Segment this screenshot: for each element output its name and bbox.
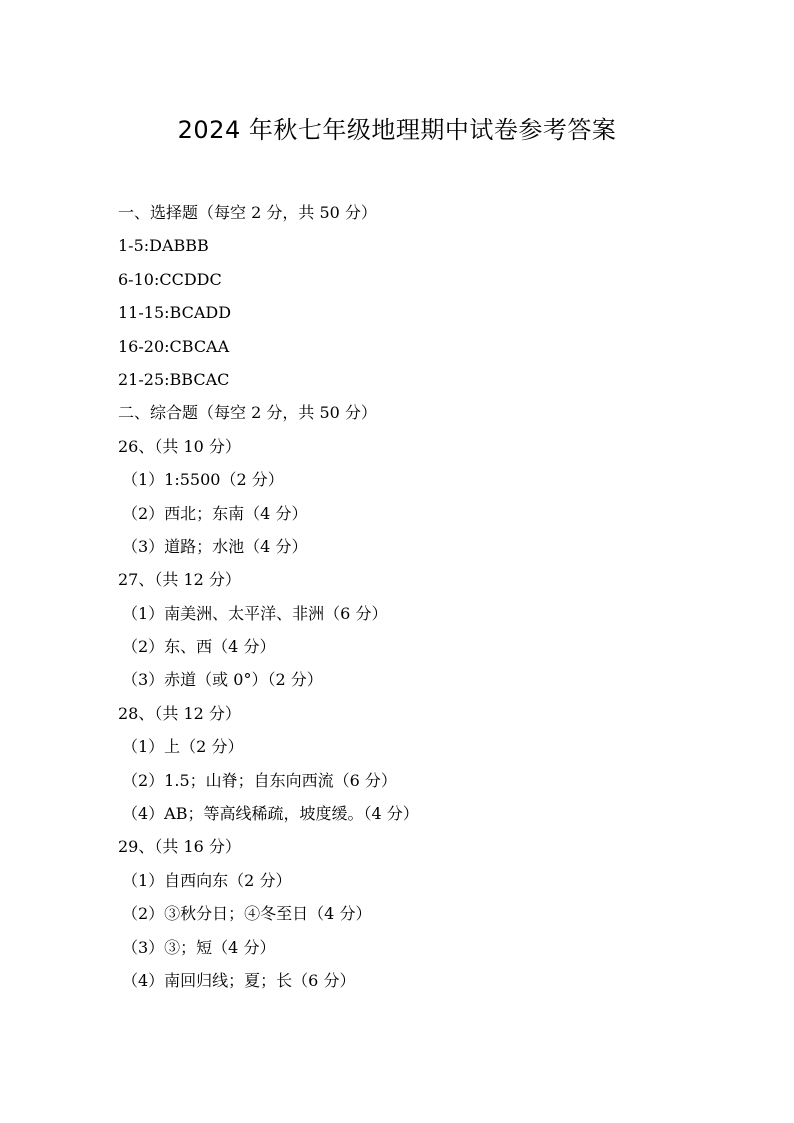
answer-line: （1）自西向东（2 分） <box>122 870 292 890</box>
answer-line: 21-25:BBCAC <box>118 369 230 389</box>
question-heading-29: 29、（共 16 分） <box>118 837 241 857</box>
section-heading-comprehensive: 二、综合题（每空 2 分，共 50 分） <box>118 403 377 423</box>
answer-line: （2）1.5；山脊；自东向西流（6 分） <box>122 770 397 790</box>
answer-line: （3）③；短（4 分） <box>122 937 276 957</box>
answer-line: （1）1:5500（2 分） <box>122 470 284 490</box>
answer-line: （2）西北；东南（4 分） <box>122 503 308 523</box>
section-heading-choice: 一、选择题（每空 2 分，共 50 分） <box>118 203 377 222</box>
answer-line: （1）上（2 分） <box>122 737 244 757</box>
question-heading-27: 27、（共 12 分） <box>118 570 241 590</box>
answer-line: 6-10:CCDDC <box>118 269 222 289</box>
question-heading-28: 28、（共 12 分） <box>118 703 241 723</box>
answer-line: 11-15:BCADD <box>118 303 232 323</box>
answer-line: （2）③秋分日；④冬至日（4 分） <box>122 904 372 924</box>
answer-line: （4）南回归线；夏；长（6 分） <box>122 970 356 990</box>
answer-list <box>118 199 718 1000</box>
answer-line: 1-5:DABBB <box>118 236 209 256</box>
document-title: 2024 年秋七年级地理期中试卷参考答案 <box>177 116 617 144</box>
answer-line: （3）赤道（或 0°）（2 分） <box>122 670 323 690</box>
question-heading-26: 26、（共 10 分） <box>118 436 241 456</box>
answer-line: （2）东、西（4 分） <box>122 637 276 657</box>
answer-line: （1）南美洲、太平洋、非洲（6 分） <box>122 603 388 623</box>
answer-line: 16-20:CBCAA <box>118 336 230 356</box>
answer-line: （3）道路；水池（4 分） <box>122 536 308 556</box>
answer-line: （4）AB；等高线稀疏，坡度缓。（4 分） <box>122 804 419 824</box>
